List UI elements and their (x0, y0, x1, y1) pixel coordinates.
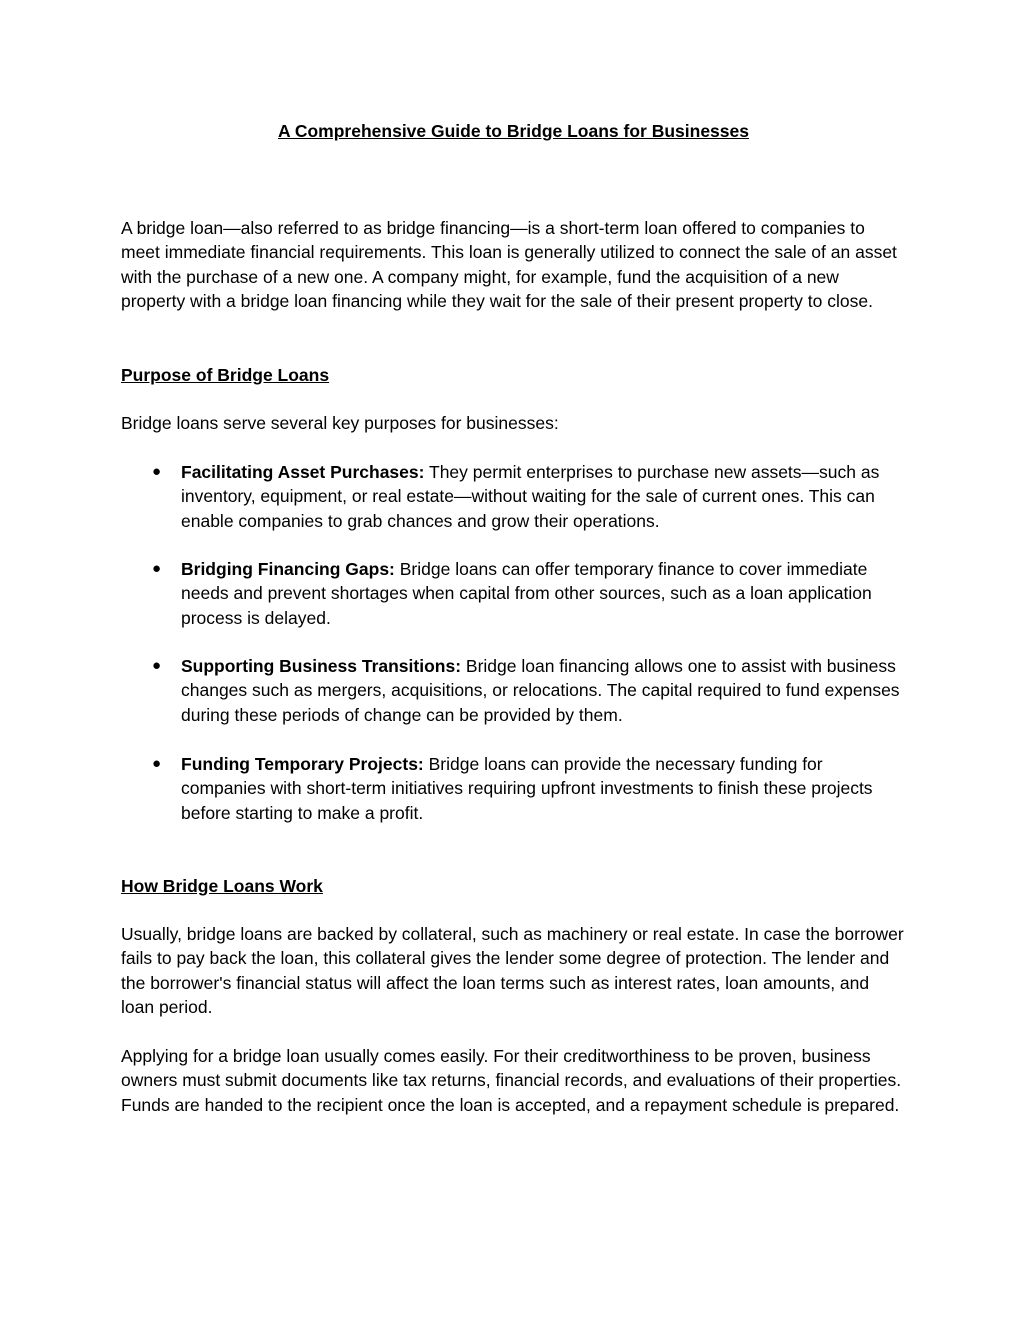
bullet-description: Bridge loans can offer temporary finance to cover immediate needs and prevent shortages when capital from other sources, such as a loan application process is delayed. (181, 559, 872, 628)
purpose-lead-paragraph: Bridge loans serve several key purposes for businesses: (121, 413, 559, 433)
bullet-description: They permit enterprises to purchase new assets—such as inventory, equipment, or real estate—without waiting for the sale of current ones. This can enable companies to grab chances and grow their operations. (181, 462, 880, 531)
bullet-icon: ● (152, 755, 162, 772)
bullet-text (181, 752, 906, 825)
bullet-icon: ● (152, 560, 162, 577)
bullet-term: Funding Temporary Projects: (181, 754, 424, 774)
how-it-works-paragraph-1: Usually, bridge loans are backed by collateral, such as machinery or real estate. In case the borrower fails to pay back the loan, this collateral gives the lender some degree of protection. The lender and the borrower's financial status will affect the loan terms such as interest rates, loan amounts, and loan period. (121, 924, 904, 1017)
bullet-text (181, 460, 906, 533)
bullet-term: Bridging Financing Gaps: (181, 559, 395, 579)
bullet-icon: ● (152, 657, 162, 674)
bullet-text (181, 654, 906, 727)
bullet-description: Bridge loans can provide the necessary funding for companies with short-term initiatives requiring upfront investments to finish these projects before starting to make a profit. (181, 754, 873, 823)
section-heading-purpose: Purpose of Bridge Loans (121, 365, 330, 385)
bullet-text (181, 557, 906, 630)
bullet-description: Bridge loan financing allows one to assist with business changes such as mergers, acquisitions, or relocations. The capital required to fund expenses during these periods of change can be provided by them. (181, 656, 900, 725)
section-heading-how-it-works: How Bridge Loans Work (121, 876, 323, 896)
bullet-term: Supporting Business Transitions: (181, 656, 462, 676)
bullet-term: Facilitating Asset Purchases: (181, 462, 425, 482)
how-it-works-paragraph-2: Applying for a bridge loan usually comes easily. For their creditworthiness to be proven, business owners must submit documents like tax returns, financial records, and evaluations of their properties. Funds are handed to the recipient once the loan is accepted, and a repayment schedule is prepared. (121, 1046, 902, 1115)
bullet-icon: ● (152, 463, 162, 480)
intro-paragraph: A bridge loan—also referred to as bridge financing—is a short-term loan offered to companies to meet immediate financial requirements. This loan is generally utilized to connect the sale of an asset with the purchase of a new one. A company might, for example, fund the acquisition of a new property with a bridge loan financing while they wait for the sale of their present property to close. (121, 218, 897, 311)
document-title: A Comprehensive Guide to Bridge Loans for Businesses (278, 121, 749, 141)
